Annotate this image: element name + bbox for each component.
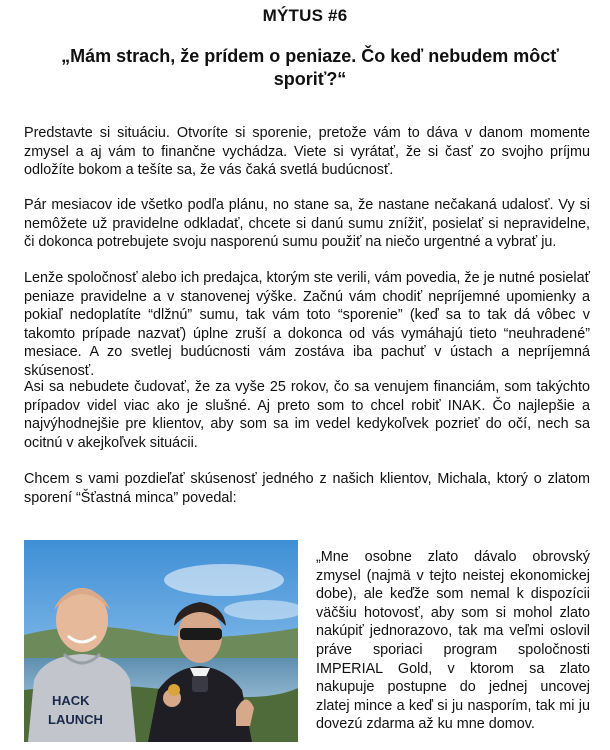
shirt-text-line-2: LAUNCH: [48, 712, 103, 727]
page-subheading: „Mám strach, že prídem o peniaze. Čo keď nebudem môcť sporiť?“: [61, 46, 559, 89]
shirt-text-line-1: HACK: [52, 693, 90, 708]
client-quote: „Mne osobne zlato dávalo obrovský zmysel (najmä v tejto neistej ekonomickej dobe), ale keďže som nemal k dispozícii väčšiu hotovosť, aby som si mohol zlato nakúpiť jednorazovo, tak ma veľmi oslovil práve sporiaci program spoločnosti IMPERIAL Gold, v ktorom sa zlato nakupuje postupne do jednej uncovej zlatej mince a keď si ju nasporím, tak mi ju dovezú zdarma až ku mne domov.: [316, 549, 590, 733]
paragraph-3: Lenže spoločnosť alebo ich predajca, ktorým ste verili, vám povedia, že je nutné posielať peniaze pravidelne a v stanovenej výške. Začnú vám chodiť nepríjemné upomienky a pokiaľ nedoplatíte “dlžnú” sumu, tak vám toto “sporenie” (keď sa to tak dá vôbec v takomto prípade nazvať) úplne zruší a dokonca od vás vymáhajú tieto “neuhradené” mesiace. A zo svetlej budúcnosti vám zostáva iba pachuť v ústach a nepríjemná skúsenosť.: [24, 270, 590, 379]
client-photo: [24, 540, 298, 742]
paragraph-4: Asi sa nebudete čudovať, že za vyše 25 rokov, čo sa venujem financiám, som takýchto prípadov videl viac ako je slušné. Aj preto som to chcel robiť INAK. Čo najlepšie a najvýhodnejšie pre klientov, aby som sa im vedel kedykoľvek pozrieť do očí, nech sa ocitnú v akejkoľvek situácii.: [24, 379, 590, 451]
paragraph-1: Predstavte si situáciu. Otvoríte si sporenie, pretože vám to dáva v danom momente zmysel a aj vám to finančne vychádza. Viete si vyrátať, že si časť zo svojho príjmu odložíte bokom a tešíte sa, že vás čaká svetlá budúcnosť.: [24, 125, 590, 179]
page-heading: MÝTUS #6: [262, 6, 348, 25]
paragraph-5: Chcem s vami pozdieľať skúsenosť jedného z našich klientov, Michala, ktorý o zlatom sporení “Šťastná minca” povedal:: [24, 471, 590, 506]
paragraph-2: Pár mesiacov ide všetko podľa plánu, no stane sa, že nastane nečakaná udalosť. Vy si nemôžete už pravidelne odkladať, chcete si danú sumu znížiť, posielať si nepravidelne, či dokonca potrebujete svoju nasporenú sumu použiť na niečo urgentné a vybrať ju.: [24, 197, 590, 251]
